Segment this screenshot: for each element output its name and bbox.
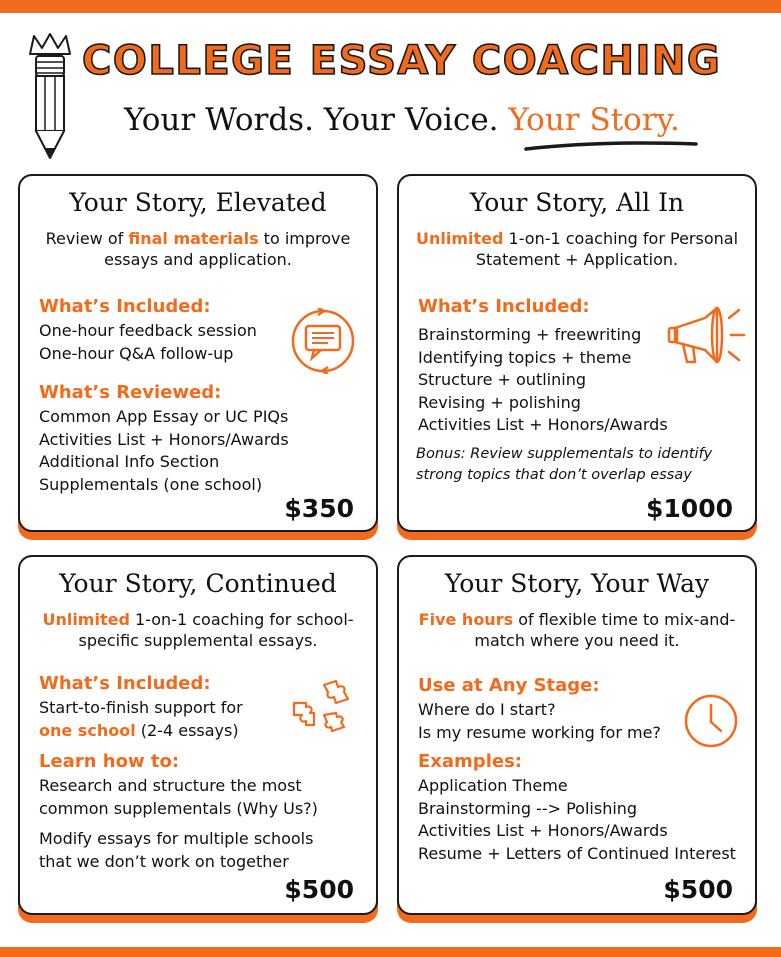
list-item: Brainstorming --> Polishing	[418, 798, 638, 818]
section-heading: Use at Any Stage:	[418, 675, 600, 696]
section-heading: Examples:	[418, 751, 522, 772]
list-item: that we don’t work on together	[39, 851, 289, 871]
bonus-note: Bonus: Review supplementals to identify strong topics that don’t overlap essay	[416, 446, 713, 483]
megaphone-icon	[667, 304, 747, 370]
card-description: Unlimited 1-on-1 coaching for school-specific supplemental essays.	[42, 610, 354, 650]
list-item: Resume + Letters of Continued Interest	[418, 843, 736, 863]
stage-list	[418, 699, 661, 744]
list-item: Structure + outlining	[418, 370, 586, 389]
underline-swoosh	[520, 140, 700, 152]
list-item: Revising + polishing	[418, 392, 581, 412]
bottom-accent-bar	[0, 947, 781, 957]
list-item: Research and structure the most	[39, 776, 302, 795]
list-item: Supplementals (one school)	[39, 474, 263, 494]
card-title: Your Story, Elevated	[69, 188, 327, 217]
list-item: Identifying topics + theme	[418, 347, 632, 367]
included-list	[39, 697, 243, 742]
list-item: Start-to-finish support for	[39, 698, 243, 717]
tagline-accent: Your Story.	[508, 102, 680, 138]
list-item: one school (2-4 essays)	[39, 720, 239, 740]
package-card-your-way	[397, 555, 757, 915]
list-item: common supplementals (Why Us?)	[39, 798, 318, 818]
package-card-all-in	[397, 174, 757, 532]
price: $350	[284, 494, 354, 523]
top-accent-bar	[0, 0, 781, 13]
list-item: Is my resume working for me?	[418, 722, 661, 742]
section-heading: What’s Reviewed:	[39, 382, 222, 403]
list-item: Activities List + Honors/Awards	[39, 429, 289, 449]
section-heading: What’s Included:	[39, 673, 211, 694]
reviewed-list	[39, 406, 289, 496]
crowned-pencil-icon	[22, 32, 78, 162]
section-heading: What’s Included:	[418, 296, 590, 317]
chat-bubble-icon	[290, 308, 356, 374]
section-heading: Learn how to:	[39, 751, 180, 772]
card-description: Review of final materials to improve essays and application.	[45, 229, 351, 269]
clock-icon	[683, 693, 739, 749]
price: $1000	[646, 494, 733, 523]
included-list	[418, 324, 668, 437]
list-item: One-hour Q&A follow-up	[39, 343, 234, 363]
card-description: Unlimited 1-on-1 coaching for Personal Statement + Application.	[415, 229, 739, 269]
puzzle-icon	[290, 677, 360, 741]
section-heading: What’s Included:	[39, 296, 211, 317]
examples-list	[418, 775, 736, 865]
list-item: Additional Info Section	[39, 452, 220, 471]
list-item: Activities List + Honors/Awards	[418, 821, 668, 840]
package-card-continued	[18, 555, 378, 915]
card-title: Your Story, Your Way	[444, 569, 710, 598]
list-item: Where do I start?	[418, 700, 556, 719]
list-item: Brainstorming + freewriting	[418, 325, 642, 344]
price: $500	[663, 875, 733, 904]
learn-list	[39, 775, 318, 873]
tagline	[124, 102, 680, 138]
list-item: Activities List + Honors/Awards	[418, 415, 668, 434]
price: $500	[284, 875, 354, 904]
package-card-elevated	[18, 174, 378, 532]
list-item: Modify essays for multiple schools	[39, 829, 314, 848]
included-list	[39, 320, 257, 365]
card-title: Your Story, Continued	[59, 569, 337, 598]
list-item: One-hour feedback session	[39, 321, 257, 340]
list-item: Application Theme	[418, 776, 568, 795]
page-title: COLLEGE ESSAY COACHING	[82, 38, 722, 84]
list-item: Common App Essay or UC PIQs	[39, 407, 289, 426]
card-description: Five hours of flexible time to mix-and-match where you need it.	[418, 610, 736, 650]
tagline-main: Your Words. Your Voice.	[124, 102, 499, 138]
card-title: Your Story, All In	[469, 188, 685, 217]
